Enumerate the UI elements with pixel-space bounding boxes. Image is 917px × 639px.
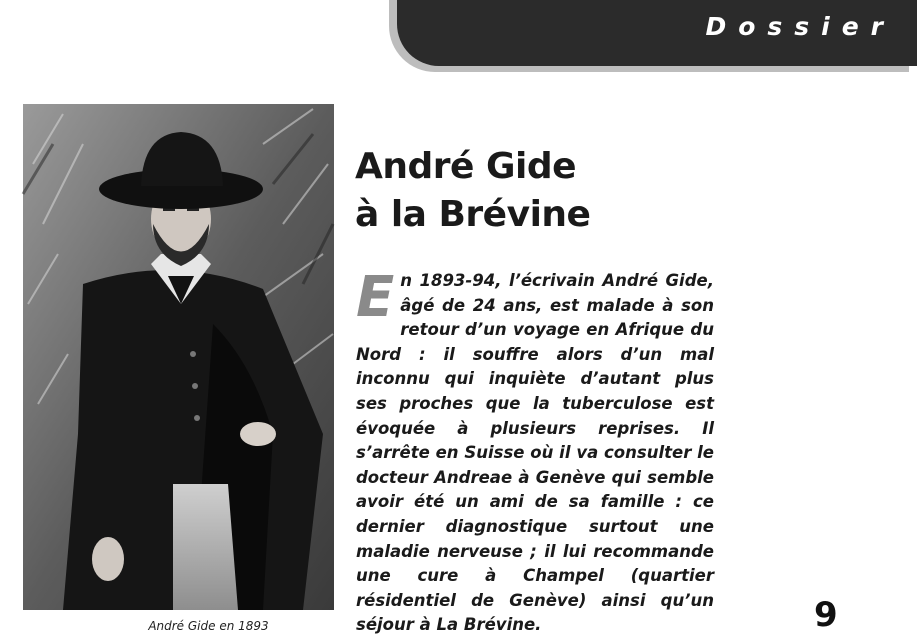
section-label: Dossier	[705, 12, 895, 41]
article-title	[355, 143, 835, 239]
title-line-2: à la Brévine	[355, 194, 591, 235]
article-body	[356, 265, 714, 638]
header-tab	[397, 0, 917, 66]
article-body-text: n 1893-94, l’écrivain André Gide, âgé de 24 ans, est malade à son retour d’un voyage en Afrique du Nord : il souffre alors d’un mal inconnu qui inquiète d’autant plus ses proches que la tuberculose est évoquée à plusieurs reprises. Il s’arrête en Suisse où il va consulter le docteur Andreae à Genève qui semble avoir été un ami de sa famille : ce dernier diagnostique surtout une maladie nerveuse ; il lui recommande une cure à Champel (quartier résidentiel de Genève) ainsi qu’un séjour à La Brévine.	[356, 271, 714, 635]
portrait-photo	[23, 104, 334, 610]
drop-cap: E	[356, 265, 395, 330]
page-number: 9	[814, 595, 838, 635]
photo-caption: André Gide en 1893	[148, 619, 269, 633]
title-line-1: André Gide	[355, 146, 577, 187]
